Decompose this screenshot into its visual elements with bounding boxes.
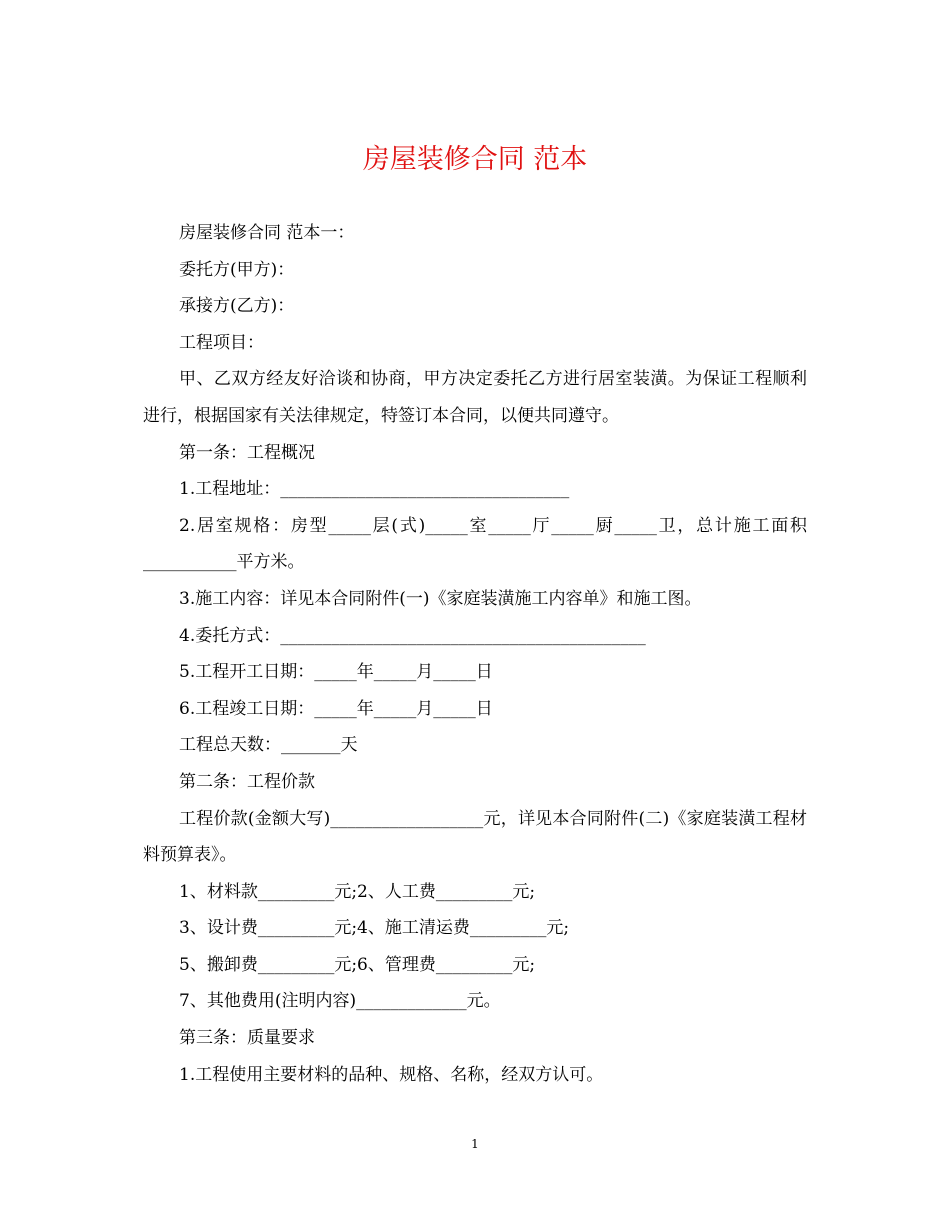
fee-line: 1、材料款_________元;2、人工费_________元;	[179, 881, 536, 902]
clause-line: 2.居室规格：房型_____层(式)_____室_____厅_____厨_____卫，总计施工面积___________平方米。	[143, 515, 807, 573]
article-heading: 第二条：工程价款	[179, 771, 315, 792]
page-number: 1	[471, 1137, 479, 1151]
clause-line: 1.工程使用主要材料的品种、规格、名称，经双方认可。	[179, 1064, 604, 1085]
clause-line: 6.工程竣工日期：_____年_____月_____日	[179, 698, 493, 719]
clause-line: 4.委托方式：___________________________________________	[179, 625, 646, 646]
project-line: 工程项目：	[179, 332, 264, 353]
section-heading: 房屋装修合同 范本一：	[179, 223, 355, 243]
document-title: 房屋装修合同 范本	[362, 144, 588, 175]
article-heading: 第一条：工程概况	[179, 442, 315, 463]
preamble-paragraph: 甲、乙双方经友好洽谈和协商，甲方决定委托乙方进行居室装潢。为保证工程顺利进行，根据国家有关法律规定，特签订本合同，以便共同遵守。	[143, 369, 807, 426]
party-a-line: 委托方(甲方)：	[179, 259, 295, 280]
clause-line: 1.工程地址：__________________________________	[179, 479, 570, 500]
clause-line: 工程价款(金额大写)__________________元，详见本合同附件(二)《家庭装潢工程材料预算表》。	[143, 808, 807, 866]
fee-line: 3、设计费_________元;4、施工清运费_________元;	[179, 918, 570, 939]
document-body	[143, 215, 807, 1093]
article-heading: 第三条：质量要求	[179, 1028, 315, 1049]
fee-line: 7、其他费用(注明内容)_____________元。	[179, 991, 501, 1012]
clause-line: 3.施工内容：详见本合同附件(一)《家庭装潢施工内容单》和施工图。	[179, 588, 702, 609]
party-b-line: 承接方(乙方)：	[179, 296, 295, 317]
clause-line: 工程总天数：_______天	[179, 735, 358, 756]
clause-line: 5.工程开工日期：_____年_____月_____日	[179, 662, 493, 683]
fee-line: 5、搬卸费_________元;6、管理费_________元;	[179, 954, 536, 975]
